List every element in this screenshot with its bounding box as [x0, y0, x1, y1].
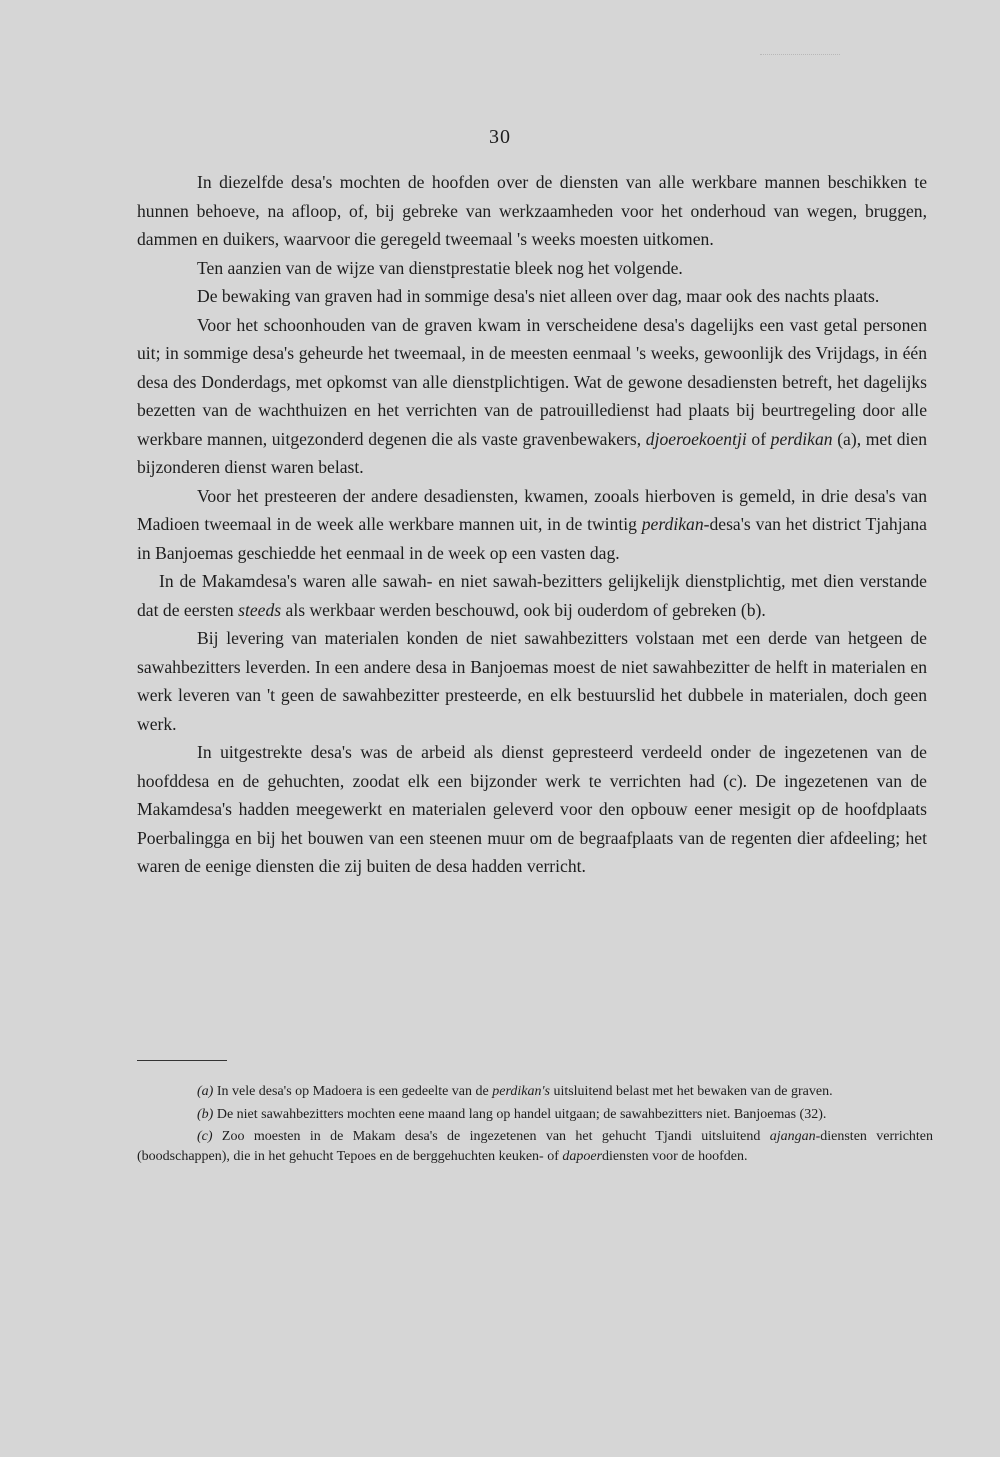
paragraph-4-text-b: of [751, 428, 767, 449]
footnote-c-mark: (c) [197, 1129, 213, 1144]
paragraph-5 [137, 482, 927, 568]
paragraph-3: De bewaking van graven had in sommige desa's niet alleen over dag, maar ook des nachts plaats. [197, 286, 880, 306]
paragraph-4 [137, 311, 927, 482]
paragraph-4-text-a: Voor het schoonhouden van de graven kwam in verscheidene desa's dagelijks een vast getal personen uit; in sommige desa's geheurde het tweemaal, in de meesten eenmaal 's weeks, gewoonlijk des Vrijdags, in één desa des Donderdags, met opkomst van alle dienstplichtigen. Wat de gewone desadiensten betreft, het dagelijks bezetten van de wachthuizen en het verrichten van de patrouilledienst had plaats bij beurtregeling door alle werkbare mannen, uitgezonderd degenen die als vaste gravenbewakers, [137, 314, 927, 449]
footnote-c-term-dapoer: dapoer [562, 1148, 603, 1164]
paragraph-2: Ten aanzien van de wijze van dienstprestatie bleek nog het volgende. [197, 257, 683, 278]
term-perdikan-desa: perdikan [641, 514, 704, 534]
footnote-c-text-1: Zoo moesten in de Makam desa's de ingezetenen van het gehucht Tjandi uitsluitend [221, 1129, 761, 1144]
footnote-b [137, 1105, 933, 1125]
footnote-a-text-2: uitsluitend belast met het bewaken van de graven. [553, 1084, 833, 1099]
paragraph-1: In diezelfde desa's mochten de hoofden over de diensten van alle werkbare mannen beschikken te hunnen behoeve, na afloop, of, bij gebreke van werkzaamheden voor het onderhoud van wegen, bruggen, dammen en duikers, waarvoor die geregeld tweemaal 's weeks moesten uitkomen. [137, 172, 927, 249]
paragraph-6 [137, 567, 927, 624]
main-text [137, 168, 927, 881]
footnote-divider [137, 1060, 227, 1061]
footnote-c-text-2: -diensten verrichten (boodschappen), die in het gehucht Tepoes en de berggehuchten keuken- of [137, 1129, 934, 1164]
footnote-b-mark: (b) [197, 1106, 214, 1122]
term-djoeroekoentji: djoeroekoentji [645, 428, 747, 449]
term-steeds: steeds [238, 599, 282, 620]
footnote-a-text-1: In vele desa's op Madoera is een gedeelte van de [216, 1084, 489, 1099]
paragraph-6-text-b: als werkbaar werden beschouwd, ook bij ouderdom of gebreken (b). [285, 599, 766, 620]
footnote-a [137, 1082, 933, 1102]
footnote-a-term: perdikan's [492, 1084, 550, 1099]
footnote-c [137, 1127, 933, 1166]
scan-artifact [760, 54, 840, 61]
paragraph-4-text-c: (a), met dien bijzonderen dienst waren belast. [137, 428, 928, 477]
footnote-b-text: De niet sawahbezitters mochten eene maand lang op handel uitgaan; de sawahbezitters niet. Banjoemas (32). [216, 1106, 827, 1122]
page-number: 30 [489, 126, 511, 148]
paragraph-5-text-b: -desa's van het district Tjahjana in Banjoemas geschiedde het eenmaal in de week op een vasten dag. [137, 514, 927, 563]
footnote-c-term-ajangan: ajangan [769, 1129, 816, 1144]
footnote-a-mark: (a) [197, 1084, 214, 1099]
footnotes [137, 1082, 933, 1169]
term-perdikan: perdikan [770, 428, 833, 449]
footnote-c-text-3: diensten voor de hoofden. [602, 1148, 748, 1164]
paragraph-6-text-a: In de Makamdesa's waren alle sawah- en niet sawah-bezitters gelijkelijk dienstplichtig, met dien verstande dat de eersten [137, 571, 927, 620]
paragraph-5-text-a: Voor het presteeren der andere desadiensten, kwamen, zooals hierboven is gemeld, in drie desa's van Madioen tweemaal in de week alle werkbare mannen uit, in de twintig [137, 485, 927, 534]
paragraph-7: Bij levering van materialen konden de niet sawahbezitters volstaan met een derde van hetgeen de sawahbezitters leverden. In een andere desa in Banjoemas moest de niet sawahbezitter de helft in materialen en werk leveren van 't geen de sawahbezitter presteerde, en elk bestuurslid het dubbele in materialen, doch geen werk. [137, 628, 927, 734]
paragraph-8: In uitgestrekte desa's was de arbeid als dienst gepresteerd verdeeld onder de ingezetenen van de hoofddesa en de gehuchten, zoodat elk een bijzonder werk te verrichten had (c). De ingezetenen van de Makamdesa's hadden meegewerkt en materialen geleverd voor den opbouw eener mesigit op de hoofdplaats Poerbalingga en bij het bouwen van een steenen muur om de begraafplaats van de regenten dier afdeeling; het waren de eenige diensten die zij buiten de desa hadden verricht. [137, 742, 927, 876]
